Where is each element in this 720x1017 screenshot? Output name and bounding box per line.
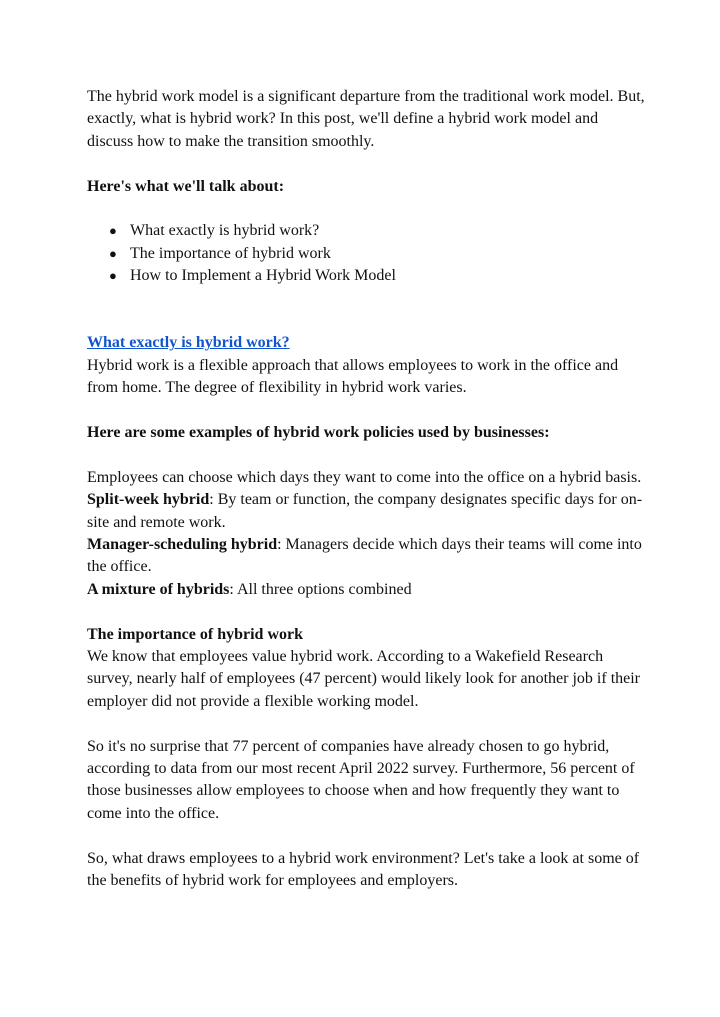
section2-paragraph-2: So it's no surprise that 77 percent of companies have already chosen to go hybrid, according to data from our most recent April 2022 survey. Furthermore, 56 percent of those businesses allow employees to choose when and how frequently they want to come into the office. [87, 737, 635, 822]
example-item [87, 534, 647, 579]
section2-paragraph-1: We know that employees value hybrid work. According to a Wakefield Research survey, nearly half of employees (47 percent) would likely look for another job if their employer did not provide a flexible working model. [87, 648, 641, 710]
spacer [87, 288, 647, 310]
spacer [87, 713, 647, 735]
bullet-icon: ● [109, 245, 117, 261]
spacer [87, 601, 647, 623]
example-term: A mixture of hybrids [87, 580, 230, 598]
toc-list [87, 220, 647, 287]
bullet-icon: ● [109, 223, 117, 239]
example-term: Manager-scheduling hybrid [87, 536, 278, 554]
toc-item-label: The importance of hybrid work [130, 244, 331, 262]
example-desc: : Managers decide which days their teams will come into the office. [87, 536, 642, 576]
section1-heading-link[interactable]: What exactly is hybrid work? [87, 334, 290, 352]
section2-heading: The importance of hybrid work [87, 625, 303, 643]
examples-first: Employees can choose which days they want to come into the office on a hybrid basis. [87, 468, 642, 486]
bullet-icon: ● [109, 268, 117, 284]
example-item [87, 489, 647, 534]
spacer [87, 310, 647, 332]
spacer [87, 825, 647, 847]
example-term: Split-week hybrid [87, 491, 210, 509]
spacer [87, 444, 647, 466]
example-item [87, 579, 647, 601]
list-item [109, 265, 647, 287]
toc-item-label: What exactly is hybrid work? [130, 222, 320, 240]
intro-paragraph: The hybrid work model is a significant departure from the traditional work model. But, exactly, what is hybrid work? In this post, we'll define a hybrid work model and discuss how to make the transition smoothly. [87, 88, 645, 150]
list-item [109, 220, 647, 242]
spacer [87, 153, 647, 175]
example-desc: : By team or function, the company designates specific days for on-site and remote work. [87, 491, 643, 531]
examples-heading: Here are some examples of hybrid work policies used by businesses: [87, 424, 550, 442]
document-body [87, 86, 647, 892]
example-desc: : All three options combined [229, 580, 412, 598]
toc-heading: Here's what we'll talk about: [87, 177, 285, 195]
spacer [87, 400, 647, 422]
section1-body: Hybrid work is a flexible approach that allows employees to work in the office and from home. The degree of flexibility in hybrid work varies. [87, 356, 619, 397]
list-item [109, 243, 647, 265]
section2-paragraph-3: So, what draws employees to a hybrid work environment? Let's take a look at some of the benefits of hybrid work for employees and employers. [87, 849, 640, 890]
section1-heading-line [87, 332, 647, 354]
spacer [87, 198, 647, 220]
toc-item-label: How to Implement a Hybrid Work Model [130, 267, 396, 285]
